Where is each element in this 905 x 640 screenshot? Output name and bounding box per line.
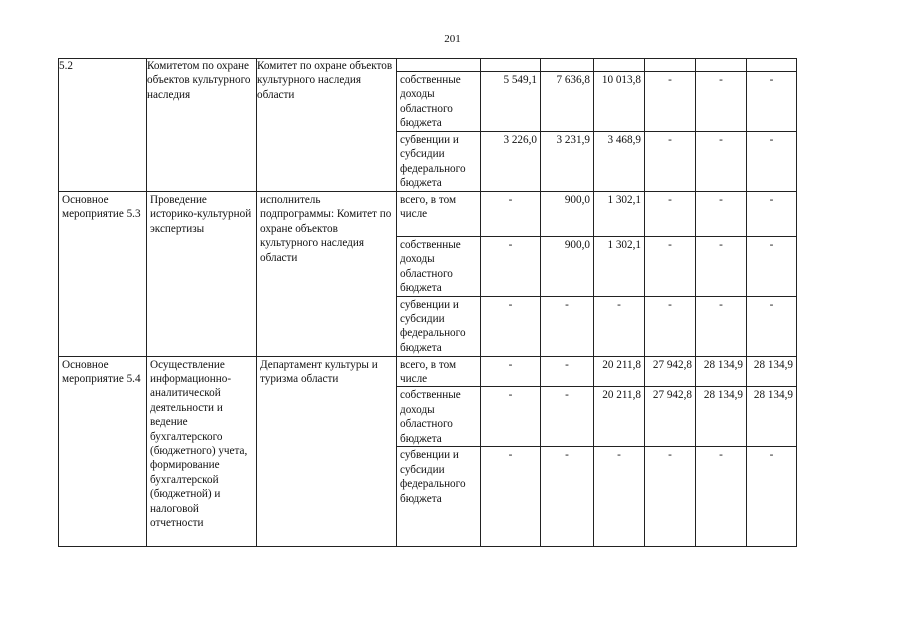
source-label: субвенции и субсидии федерального бюджета: [397, 132, 481, 192]
value-cell: 27 942,8: [645, 356, 696, 387]
table-row: [59, 192, 797, 237]
executor-cell: Проведение историко-культурной экспертизы: [147, 192, 257, 357]
value-cell: -: [481, 237, 541, 297]
measure-id: Основное мероприятие 5.4: [59, 356, 147, 547]
measure-id: Основное мероприятие 5.3: [59, 192, 147, 357]
value-cell: -: [696, 237, 747, 297]
value-cell: -: [696, 132, 747, 192]
value-cell: 20 211,8: [594, 356, 645, 387]
source-label: всего, в том числе: [397, 356, 481, 387]
value-cell: 3 226,0: [481, 132, 541, 192]
value-cell: 28 134,9: [747, 387, 797, 447]
value-cell: -: [541, 447, 594, 547]
value-cell: 28 134,9: [696, 356, 747, 387]
value-cell: 28 134,9: [696, 387, 747, 447]
budget-table: [58, 58, 797, 547]
value-cell: 28 134,9: [747, 356, 797, 387]
value-cell: -: [481, 387, 541, 447]
value-cell: -: [594, 447, 645, 547]
value-cell: 900,0: [541, 237, 594, 297]
value-cell: 5 549,1: [481, 72, 541, 132]
value-cell: -: [696, 72, 747, 132]
source-label: собственные доходы областного бюджета: [397, 237, 481, 297]
value-cell: 10 013,8: [594, 72, 645, 132]
value-cell: -: [645, 296, 696, 356]
value-cell: 20 211,8: [594, 387, 645, 447]
value-cell: -: [696, 192, 747, 237]
value-cell: 27 942,8: [645, 387, 696, 447]
value-cell: 7 636,8: [541, 72, 594, 132]
table-row: [59, 59, 797, 72]
responsible-cell: Комитет по охране объектов культурного наследия области: [257, 59, 397, 192]
value-cell: -: [645, 237, 696, 297]
value-cell: -: [541, 356, 594, 387]
table-row: [59, 356, 797, 387]
value-cell: -: [481, 447, 541, 547]
value-cell: 3 468,9: [594, 132, 645, 192]
value-cell: -: [645, 447, 696, 547]
executor-cell: Осуществление информационно-аналитической деятельности и ведение бухгалтерского (бюджетного) учета, формирование бухгалтерской (бюджетной) и налоговой отчетности: [147, 356, 257, 547]
value-cell: -: [747, 447, 797, 547]
value-cell: 3 231,9: [541, 132, 594, 192]
value-cell: -: [747, 237, 797, 297]
value-cell: -: [645, 132, 696, 192]
value-cell: 1 302,1: [594, 237, 645, 297]
value-cell: -: [594, 296, 645, 356]
value-cell: -: [747, 72, 797, 132]
value-cell: -: [645, 72, 696, 132]
source-label: субвенции и субсидии федерального бюджета: [397, 447, 481, 547]
value-cell: -: [747, 132, 797, 192]
value-cell: -: [747, 296, 797, 356]
executor-cell: Комитетом по охране объектов культурного наследия: [147, 59, 257, 192]
value-cell: -: [696, 296, 747, 356]
value-cell: -: [541, 387, 594, 447]
measure-id: 5.2: [59, 59, 147, 192]
value-cell: -: [696, 447, 747, 547]
value-cell: -: [481, 296, 541, 356]
source-label: субвенции и субсидии федерального бюджета: [397, 296, 481, 356]
responsible-cell: Департамент культуры и туризма области: [257, 356, 397, 547]
value-cell: -: [645, 192, 696, 237]
page-number: 201: [444, 33, 461, 45]
value-cell: -: [481, 356, 541, 387]
value-cell: 900,0: [541, 192, 594, 237]
value-cell: -: [747, 192, 797, 237]
responsible-cell: исполнитель подпрограммы: Комитет по охране объектов культурного наследия области: [257, 192, 397, 357]
source-label: собственные доходы областного бюджета: [397, 72, 481, 132]
value-cell: -: [541, 296, 594, 356]
value-cell: 1 302,1: [594, 192, 645, 237]
value-cell: -: [481, 192, 541, 237]
source-label: всего, в том числе: [397, 192, 481, 237]
source-label: собственные доходы областного бюджета: [397, 387, 481, 447]
